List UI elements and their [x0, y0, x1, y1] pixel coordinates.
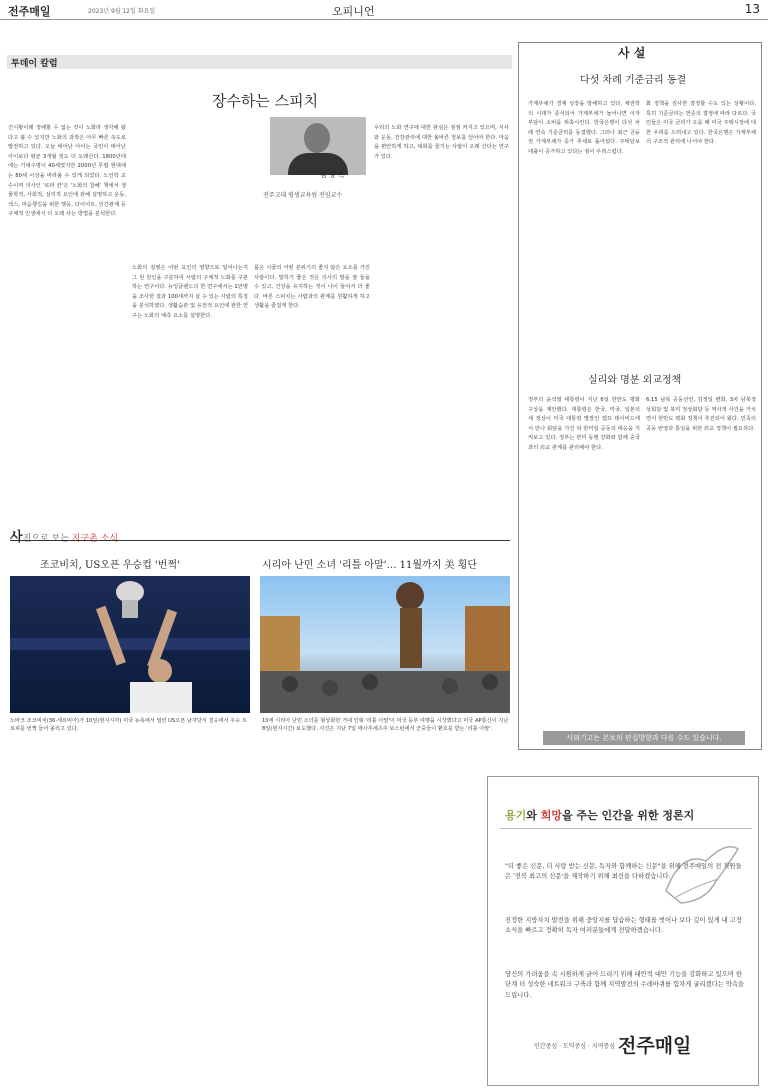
editorial-body-2: 화 정책을 검사한 결정할 수도 있는 상황이다. 특히 기준금리는 연준의 결정에 따라 다르다. 국민들은 미국 금리가 오를 때 미국 주택시장에 대한 우려를 드러내고 있다. 한국은행은 가계부채의 구조적 관리에 나서야 한다. [646, 101, 756, 146]
editorial-body-4: 6.15 남북 공동선언, 김정일 변화, 3차 남북정상회담 및 북미 정상회담 등 역사적 사건을 거치면서 한반도 평화 정책이 추진되어 왔다. 민족의 공동 번영과 통일을 위한 외교 정책이 필요하다. [646, 397, 756, 432]
news-section-heading [10, 526, 118, 545]
ad-title [505, 807, 694, 823]
ad-logo: 전주매일 [618, 1035, 692, 1057]
ad-title-courage: 용기 [505, 809, 527, 822]
news-title-1: 조코비치, US오픈 우승컵 '번쩍' [40, 560, 180, 571]
news-title-2: 시리아 난민 소녀 '리틀 아말'… 11월까지 美 횡단 [262, 560, 478, 571]
editorial-label: 사 설 [618, 46, 646, 60]
column-label: 투데이 칼럼 [11, 59, 58, 69]
ad-paragraph-2: 진정한 지방자치 발전을 위해 중앙지를 답습하는 형태를 벗어나 보다 깊이 있게 내 고장 소식을 빠르고 정확히 독자 여러분들에게 전달하겠습니다. [505, 917, 742, 935]
column-body-2: 노화의 질병은 어떤 요인의 영향으로 일어나는지 그 원 원인을 구분하여 사람의 구체적 노화를 구분하는 연구이다. 뉴잉글랜드의 한 연구에서는 1만명을 조사한 결과 100세까지 살 수 있는 사람의 특징을 분석하였다. 생활습관 및 유전적 요인에 관한 연구는 노화의 예측 요소를 설명한다. [132, 265, 248, 319]
masthead-logo: 전주매일 [8, 5, 51, 18]
author-name: 김 양 옥 [320, 171, 345, 179]
ad-divider [500, 828, 752, 829]
section-name: 오피니언 [332, 5, 375, 18]
editorial-title-1: 다섯 차례 기준금리 동결 [580, 75, 687, 86]
column-body-3: 몸은 시골의 어떤 분위기의 좋지 않은 요소를 가진 사람이다. 말하기 좋은 것은 의사의 말을 잘 들을 수 있고, 건강을 유지하는 것이 나이 들어서 더 좋다. 바른 스피치는 사람과의 관계를 원활하게 하고 생활을 즐겁게 한다. [254, 265, 370, 310]
news-photo-puppet [260, 576, 510, 713]
heading-initial: 사 [10, 530, 23, 545]
page-number: 13 [744, 2, 760, 16]
column-body-1: 진시황이래 정해할 수 없는 것이 노화라 생각해 왔다고 볼 수 있지만 노화의 과학은 아무 빠른 속도로 발전하고 있다. 오늘 태어난 아이는 국민이 태어난 아이보다 평균 3개월 정도 더 오래산다. 1800년대에는 기대수명이 40세였지만 2000년 무렵 현대에는 80세 이상을 바라볼 수 있게 되었다. 노인학 교수이며 의사인 '로라 칸'은 '노화의 참혜' 책에서 생물학적, 사회적, 심리적 요인에 관해 설명하고 운동, 섹스, 마음챙김을 위한 행동, 다이어트, 인간관계 등 구체적 인생에서 더 오래 사는 방법을 분석한다. [8, 125, 126, 218]
puppet-parade-illustration [260, 576, 510, 713]
editorial-disclaimer: 사외기고는 본보의 편집방향과 다를 수도 있습니다. [543, 731, 745, 745]
ad-title-rest: 을 주는 인간을 위한 정론지 [562, 809, 695, 822]
news-caption-1: 노바크 조코비치(36·세르비아)가 10일(현지시각) 미국 뉴욕에서 열린 US오픈 남자단식 결승에서 우승 트로피를 번쩍 들어 올리고 있다. [10, 718, 247, 732]
page-header [0, 0, 768, 20]
ad-slogan: 인간중심 · 도덕중심 · 지역중심 [534, 1043, 615, 1050]
author-affiliation: 전주고대 평생교육원 전임교수 [263, 192, 343, 199]
column-body-4: 우리의 노화 연구에 대한 관심은 점점 커지고 있으며, 식사와 운동, 건강관리에 대한 올바른 정보를 얻어야 한다. 마음을 편안하게 하고, 대화를 즐기는 사람이 오래 산다는 연구가 있다. [374, 125, 509, 160]
editorial-title-2: 실리와 명분 외교정책 [588, 375, 682, 386]
column-label-bar [7, 55, 512, 69]
heading-highlight: 지구촌 소식 [71, 534, 119, 544]
editorial-body-3: 정부의 윤석열 대통령이 지난 6일 한반도 평화 구상을 제안했다. 대통령은 한국, 미국, 일본의 세 정상이 미국 대통령 별장인 캠프 데이비드에서 만나 회담을 가진 뒤 한미일 공동의 대응을 지켜보고 있다. 정부는 한미 동맹 강화와 함께 중국과의 외교 관계를 관리해야 한다. [528, 397, 640, 451]
author-face [304, 123, 330, 153]
column-title: 장수하는 스피치 [211, 92, 319, 110]
editorial-body-1: 가계부채가 경제 성장을 방해하고 있다. 채권학의 시대가 종식되어 가계부채가 늘어나면 이자 부담이 소비를 위축시킨다. 한국은행이 다섯 차례 연속 기준금리를 동결했다. 그러나 최근 금융권 가계부채가 증가 추세로 돌아섰다. 주택담보대출이 증가하고 있다는 점이 우려스럽다. [528, 101, 640, 155]
author-photo [270, 117, 366, 175]
ad-paragraph-1: "더 좋은 신문, 더 사랑 받는 신문, 독자와 함께하는 신문"을 위해 전주매일의 전 직원들은 '전북 최고의 신문'을 제작하기 위해 최선을 다하겠습니다. [505, 863, 742, 881]
ad-title-and: 와 [526, 809, 541, 822]
ad-paragraph-3: 당신의 가려움을 속 시원하게 긁어 드리기 위해 대안적 대안 기능을 강화하고 있으며 한 단계 더 성숙한 네트워크 구축과 함께 지역발전의 수레바퀴를 힘차게 굴리겠다는 약속을 드립니다. [505, 971, 744, 999]
issue-date: 2023년 9월 12일 화요일 [88, 8, 156, 15]
ad-title-hope: 희망 [540, 809, 562, 822]
heading-mid: 진으로 보는 [22, 534, 72, 544]
news-caption-2: 10세 시리아 난민 소녀를 형상화한 거대 인형 '리틀 아말'이 미국 동부 여행을 시작했다고 미국 AP통신이 지난 8일(현지시간) 보도했다. 사진은 지난 7일 매사추세츠주 보스턴에서 군중들이 환호를 받는 '리틀 아말'. [262, 718, 509, 732]
news-photo-tennis [10, 576, 250, 713]
tennis-trophy-illustration [10, 576, 250, 713]
news-divider [10, 540, 510, 541]
